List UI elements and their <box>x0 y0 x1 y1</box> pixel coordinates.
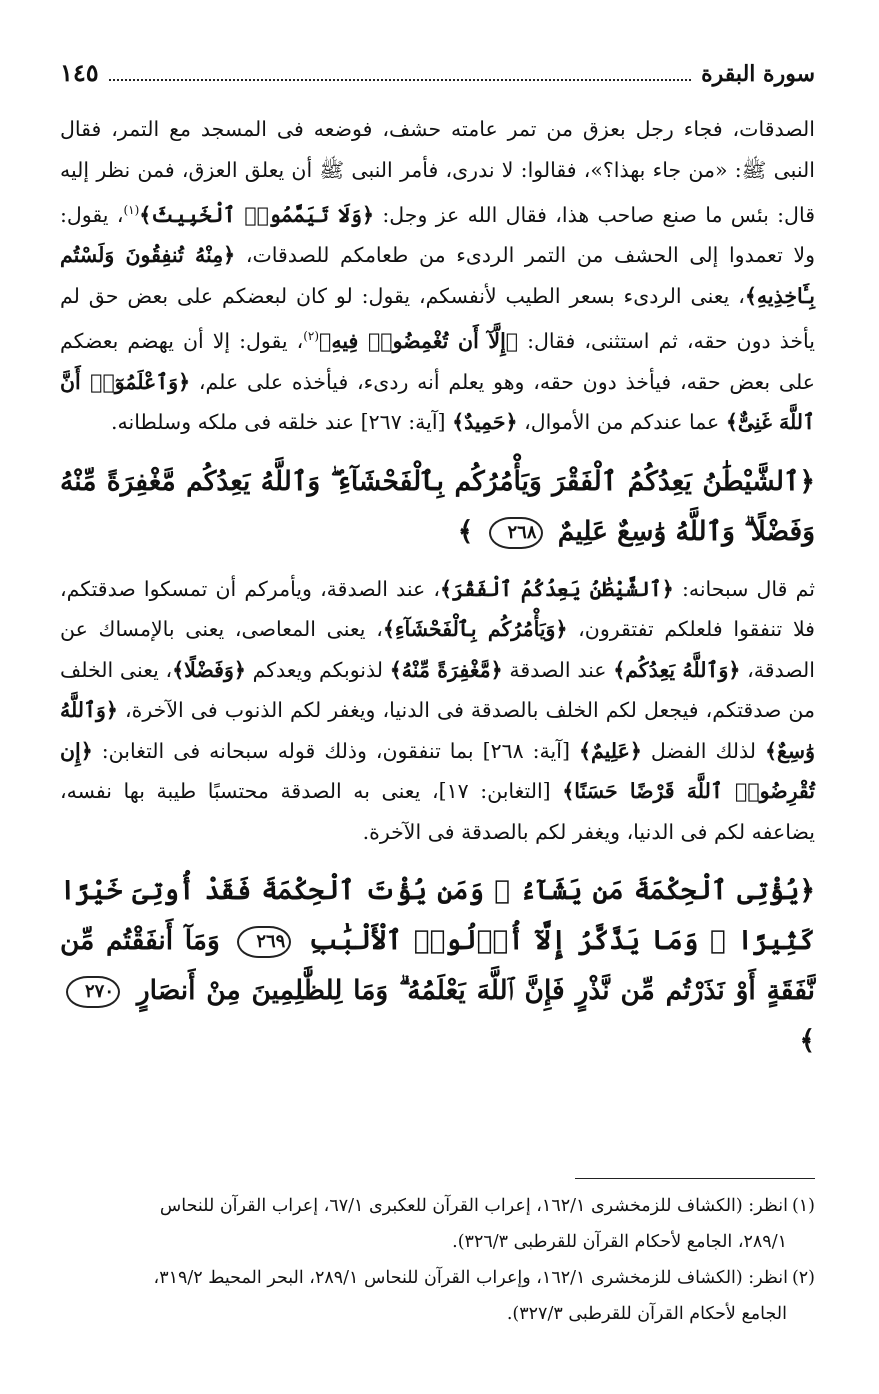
footnote-ref-1: (١) <box>123 203 140 217</box>
quran-quote: ﴿وَٱللَّهُ يَعِدُكُم﴾ <box>613 657 741 682</box>
surah-title: سورة البقرة <box>701 61 815 87</box>
text-run: ثم قال سبحانه: <box>673 576 815 601</box>
quran-verses-269-270 <box>60 866 815 1066</box>
ayah-number-marker: ٢٦٩ <box>237 926 291 958</box>
footnote-text-continued: ٢٨٩/١، الجامع لأحكام القرآن للقرطبى ٣٢٦/٣). <box>452 1232 787 1252</box>
commentary-paragraph-2 <box>60 569 815 853</box>
footnote-separator <box>575 1178 815 1179</box>
verse-text: وَمَآ أَنفَقْتُم مِّن نَّفَقَةٍ أَوْ نَذَرْتُم مِّن نَّذْرٍ فَإِنَّ ٱللَّهَ يَعْلَمُهُ ۗ وَمَا لِلظَّٰلِمِينَ مِنْ أَنصَارٍ <box>60 925 815 1007</box>
quran-quote: ﴿وَلَا تَيَمَّمُوا۟ ٱلْخَبِيثَ﴾ <box>139 202 374 227</box>
verse-close-bracket: ﴾ <box>457 515 474 547</box>
quran-quote: ﴿وَفَضْلًا﴾ <box>172 657 246 682</box>
quran-quote: ﴿عَلِيمٌ﴾ <box>578 738 642 763</box>
text-run: [آية: ٢٦٧] عند خلقه فى ملكه وسلطانه. <box>110 410 453 435</box>
footnote-text: انظر: (الكشاف للزمخشرى ١٦٢/١، إعراب القرآن للعكبرى ٦٧/١، إعراب القرآن للنحاس <box>159 1196 788 1216</box>
footnote-ref-2: (٢) <box>303 329 320 344</box>
quran-quote: ﴿إِلَّآ أَن تُغْمِضُوا۟ فِيهِ﴾ <box>319 329 519 354</box>
footnote-number: (٢) <box>791 1268 815 1288</box>
footnote-text: انظر: (الكشاف للزمخشرى ١٦٢/١، وإعراب القرآن للنحاس ٢٨٩/١، البحر المحيط ٣١٩/٢، <box>153 1268 788 1288</box>
quran-quote: ﴿وَٱعْلَمُوٓا۟ أَنَّ ٱللَّهَ غَنِىٌّ﴾ <box>60 369 815 435</box>
quran-quote: ﴿إِن تُقْرِضُوا۟ ٱللَّهَ قَرْضًا حَسَنًا﴾ <box>60 738 816 804</box>
text-run: الصدقات، فجاء رجل بعزق من تمر عامته حشف، فوضعه فى المسجد مع التمر، فقال النبى ﷺ: «من جاء بهذا؟»، فقالوا: لا ندرى، فأمر النبى ﷺ أن يعلق العزق، فمن نظر إليه قال: بئس ما صنع صاحب هذا، فقال الله عز وجل: <box>60 117 815 227</box>
quran-quote: ﴿حَمِيدٌ﴾ <box>452 410 518 435</box>
quran-quote: ﴿ٱلشَّيْطَٰنُ يَعِدُكُمُ ٱلْفَقْرَ﴾ <box>440 576 674 601</box>
text-run: عند الصدقة <box>502 657 614 682</box>
leader-dots <box>109 79 691 81</box>
text-run: لذلك الفضل <box>641 738 765 763</box>
text-run: [آية: ٢٦٨] بما تنفقون، وذلك قوله سبحانه فى التغابن: <box>92 738 579 763</box>
text-run: عما عندكم من الأموال، <box>517 410 726 435</box>
verse-close-bracket: ﴾ <box>799 1025 815 1057</box>
quran-quote: ﴿مَّغْفِرَةً مِّنْهُ﴾ <box>389 657 503 682</box>
text-run: [التغابن: ١٧]، يعنى به الصدقة محتسبًا طيبة بها نفسه، يضاعفه لكم فى الدنيا، ويغفر لكم بالصدقة فى الآخرة. <box>60 779 815 844</box>
text-run: ، يعنى الخلف من صدقتكم، فيجعل لكم الخلف بالصدقة فى الدنيا، ويغفر لكم الذنوب فى الآخرة، <box>60 657 815 723</box>
quran-quote: ﴿وَٱللَّهُ وَٰسِعٌ﴾ <box>60 698 815 763</box>
running-header <box>60 58 815 87</box>
text-run: ، يقول: إلا أن يهضم بعضكم على بعض حقه، فيأخذ دون حقه، وهو يعلم أنه ردىء، فيأخذه على علم، <box>60 329 815 394</box>
text-run: ، عند الصدقة، ويأمركم أن تمسكوا صدقتكم، فلا تنفقوا فلعلكم تفتقرون، <box>60 576 815 642</box>
quran-quote: ﴿وَيَأْمُرُكُم بِٱلْفَحْشَآءِ﴾ <box>382 617 568 642</box>
ayah-number-marker: ٢٦٨ <box>489 517 543 549</box>
footnote-number: (١) <box>791 1196 815 1216</box>
footnote-1 <box>60 1188 815 1260</box>
text-run: ، يعنى المعاصى، يعنى بالإمساك عن الصدقة، <box>60 617 816 682</box>
text-run: لذنوبكم ويعدكم <box>245 657 390 682</box>
ayah-number-marker: ٢٧٠ <box>66 976 120 1008</box>
quran-quote: ﴿مِنْهُ تُنفِقُونَ وَلَسْتُم بِـَٔاخِذِيهِ﴾ <box>60 243 815 308</box>
page-number: ١٤٥ <box>60 58 99 87</box>
footnote-text-continued: الجامع لأحكام القرآن للقرطبى ٣٢٧/٣). <box>506 1304 787 1324</box>
commentary-paragraph-1 <box>60 109 815 443</box>
quran-verse-268 <box>60 457 815 557</box>
footnote-2 <box>60 1260 815 1332</box>
verse-text: ﴿يُؤْتِى ٱلْحِكْمَةَ مَن يَشَآءُ ۚ وَمَن يُؤْتَ ٱلْحِكْمَةَ فَقَدْ أُوتِىَ خَيْرًا كَثِيرًا ۗ وَمَا يَذَّكَّرُ إِلَّآ أُو۟لُوا۟ ٱلْأَلْبَٰبِ <box>60 875 815 957</box>
text-run: ، يعنى الردىء بسعر الطيب لأنفسكم، يقول: لو كان لبعضكم على بعض حق لم يأخذ دون حقه، ثم استثنى، فقال: <box>60 283 816 354</box>
verse-text: ﴿ٱلشَّيْطَٰنُ يَعِدُكُمُ ٱلْفَقْرَ وَيَأْمُرُكُم بِٱلْفَحْشَآءِ ۖ وَٱللَّهُ يَعِدُكُم مَّغْفِرَةً مِّنْهُ وَفَضْلًا ۗ وَٱللَّهُ وَٰسِعٌ عَلِيمٌ <box>60 465 815 547</box>
footnotes <box>60 1188 815 1332</box>
text-run: ، يقول: ولا تعمدوا إلى الحشف من التمر الردىء من طعامكم للصدقات، <box>60 202 815 268</box>
